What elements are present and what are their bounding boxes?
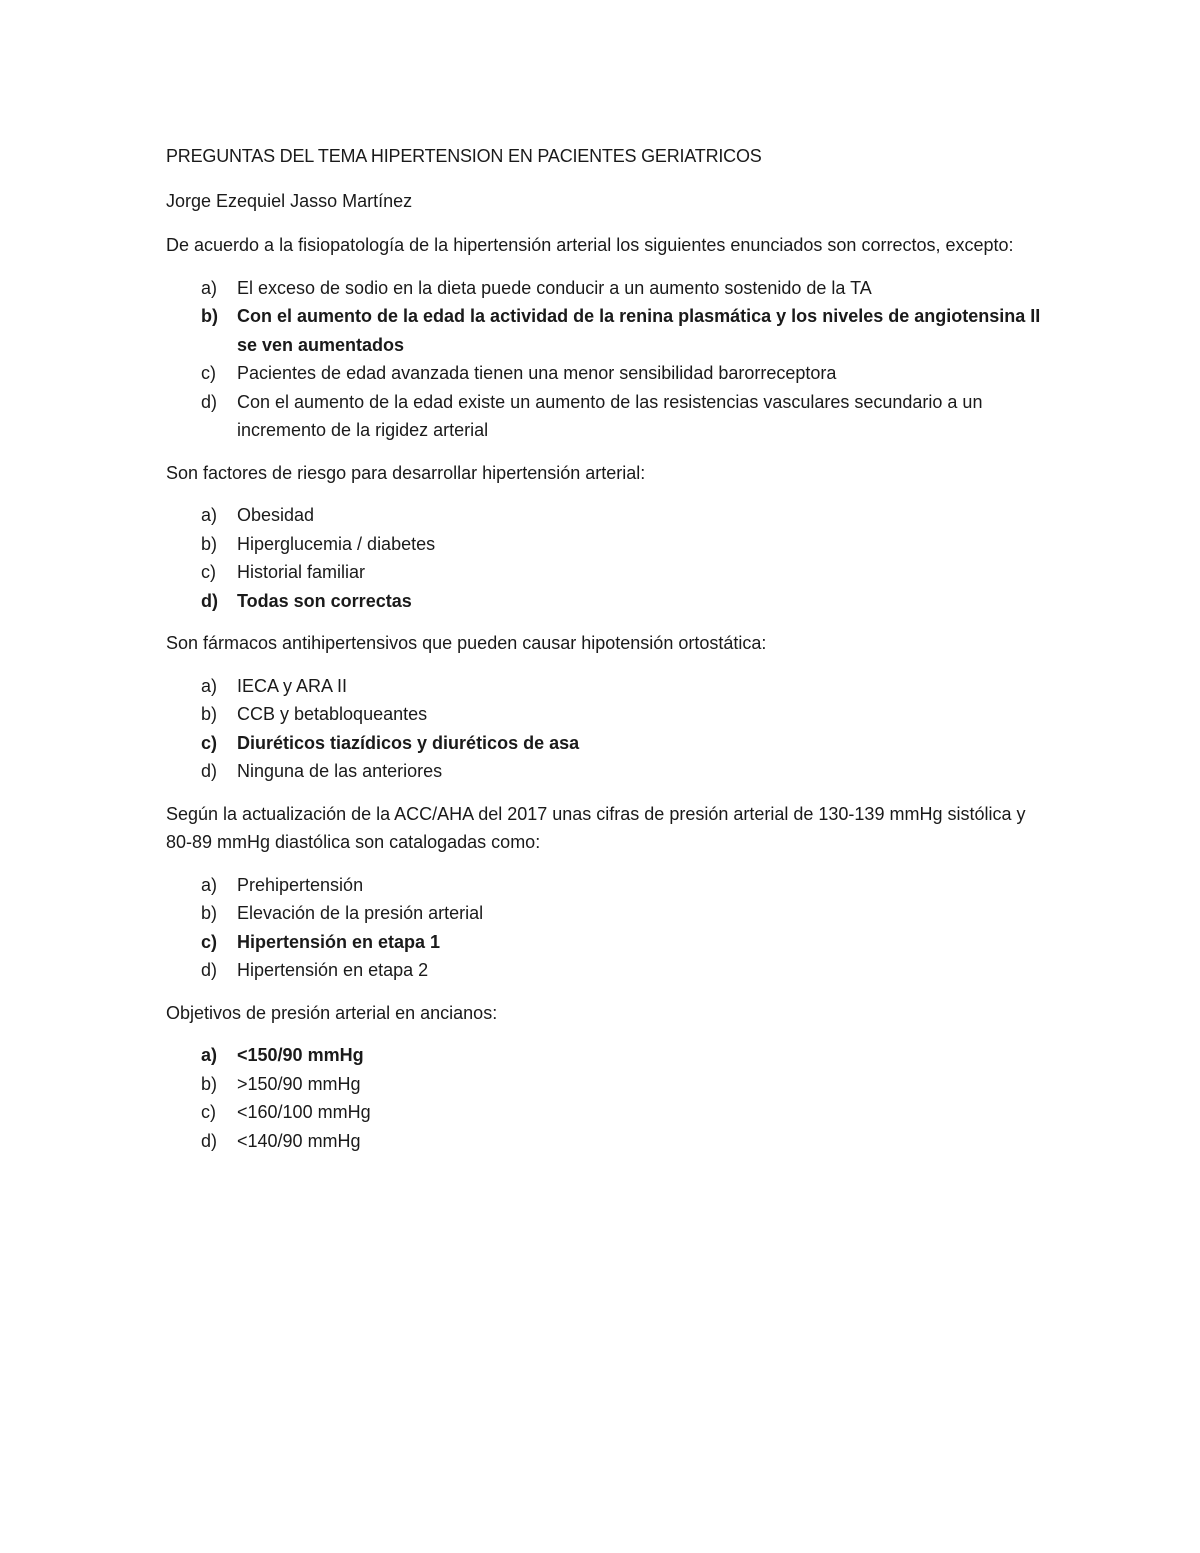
option-text: Historial familiar bbox=[237, 562, 366, 582]
option-c-correct bbox=[166, 928, 1046, 957]
option-letter: b) bbox=[201, 533, 218, 554]
option-c bbox=[166, 558, 1046, 587]
question-text: De acuerdo a la fisiopatología de la hipertensión arterial los siguientes enunciados son correctos, excepto: bbox=[166, 235, 1014, 255]
option-d bbox=[166, 757, 1046, 786]
option-text: Todas son correctas bbox=[237, 590, 412, 611]
question-4 bbox=[166, 800, 1046, 985]
option-letter: b) bbox=[201, 1073, 218, 1094]
option-letter: a) bbox=[201, 874, 218, 895]
option-text: IECA y ARA II bbox=[237, 675, 348, 696]
option-letter: c) bbox=[201, 732, 218, 753]
option-letter: b) bbox=[201, 903, 218, 923]
document-content bbox=[166, 142, 1046, 1169]
option-text: >150/90 mmHg bbox=[237, 1073, 361, 1094]
question-3 bbox=[166, 629, 1046, 786]
option-list bbox=[166, 871, 1046, 985]
option-text: Prehipertensión bbox=[237, 874, 364, 895]
option-text: Hipertensión en etapa 2 bbox=[237, 960, 429, 980]
option-d bbox=[166, 956, 1046, 985]
option-b bbox=[166, 899, 1046, 928]
option-letter: a) bbox=[201, 277, 218, 298]
option-text: Con el aumento de la edad la actividad de la renina plasmática y los niveles de angiotensina II se ven aumentados bbox=[237, 306, 1041, 355]
option-letter: d) bbox=[201, 391, 218, 412]
option-letter: d) bbox=[201, 960, 218, 980]
option-letter: a) bbox=[201, 675, 218, 696]
option-a-correct bbox=[166, 1041, 1046, 1070]
option-letter: c) bbox=[201, 1102, 216, 1122]
option-text: Con el aumento de la edad existe un aumento de las resistencias vasculares secundario a un incremento de la rigidez arterial bbox=[237, 391, 983, 440]
option-list bbox=[166, 672, 1046, 786]
question-text: Son fármacos antihipertensivos que pueden causar hipotensión ortostática: bbox=[166, 633, 767, 653]
option-letter: c) bbox=[201, 931, 218, 952]
option-letter: a) bbox=[201, 1045, 218, 1065]
option-d bbox=[166, 388, 1046, 445]
question-2 bbox=[166, 459, 1046, 616]
option-list bbox=[166, 274, 1046, 445]
option-text: CCB y betabloqueantes bbox=[237, 704, 428, 724]
option-list bbox=[166, 501, 1046, 615]
question-text: Son factores de riesgo para desarrollar hipertensión arterial: bbox=[166, 462, 646, 483]
option-letter: b) bbox=[201, 704, 218, 724]
option-letter: b) bbox=[201, 306, 218, 326]
option-text: El exceso de sodio en la dieta puede conducir a un aumento sostenido de la TA bbox=[237, 277, 872, 298]
option-text: <160/100 mmHg bbox=[237, 1102, 371, 1122]
option-letter: d) bbox=[201, 761, 218, 781]
option-list bbox=[166, 1041, 1046, 1155]
option-d-correct bbox=[166, 587, 1046, 616]
option-a bbox=[166, 274, 1046, 303]
document-title: PREGUNTAS DEL TEMA HIPERTENSION EN PACIENTES GERIATRICOS bbox=[166, 146, 762, 166]
option-text: Pacientes de edad avanzada tienen una menor sensibilidad barorreceptora bbox=[237, 363, 837, 383]
option-b-correct bbox=[166, 302, 1046, 359]
option-b bbox=[166, 530, 1046, 559]
option-text: Elevación de la presión arterial bbox=[237, 903, 484, 923]
option-text: Hiperglucemia / diabetes bbox=[237, 533, 436, 554]
option-b bbox=[166, 1070, 1046, 1099]
option-text: Obesidad bbox=[237, 505, 315, 525]
option-letter: a) bbox=[201, 505, 218, 525]
option-d bbox=[166, 1127, 1046, 1156]
option-text: Ninguna de las anteriores bbox=[237, 761, 443, 781]
option-b bbox=[166, 700, 1046, 729]
option-a bbox=[166, 501, 1046, 530]
option-text: <150/90 mmHg bbox=[237, 1045, 364, 1065]
option-letter: c) bbox=[201, 562, 216, 582]
option-letter: c) bbox=[201, 363, 216, 383]
question-5 bbox=[166, 999, 1046, 1156]
option-text: Hipertensión en etapa 1 bbox=[237, 931, 441, 952]
question-text: Según la actualización de la ACC/AHA del 2017 unas cifras de presión arterial de 130-139 mmHg sistólica y 80-89 mmHg diastólica son catalogadas como: bbox=[166, 803, 1026, 852]
option-text: <140/90 mmHg bbox=[237, 1130, 361, 1151]
option-c bbox=[166, 1098, 1046, 1127]
option-letter: d) bbox=[201, 1130, 218, 1151]
option-c-correct bbox=[166, 729, 1046, 758]
option-letter: d) bbox=[201, 590, 218, 611]
option-a bbox=[166, 672, 1046, 701]
question-text: Objetivos de presión arterial en ancianos: bbox=[166, 1002, 498, 1023]
document-author: Jorge Ezequiel Jasso Martínez bbox=[166, 190, 413, 211]
question-1 bbox=[166, 231, 1046, 445]
option-text: Diuréticos tiazídicos y diuréticos de asa bbox=[237, 732, 580, 753]
option-c bbox=[166, 359, 1046, 388]
option-a bbox=[166, 871, 1046, 900]
